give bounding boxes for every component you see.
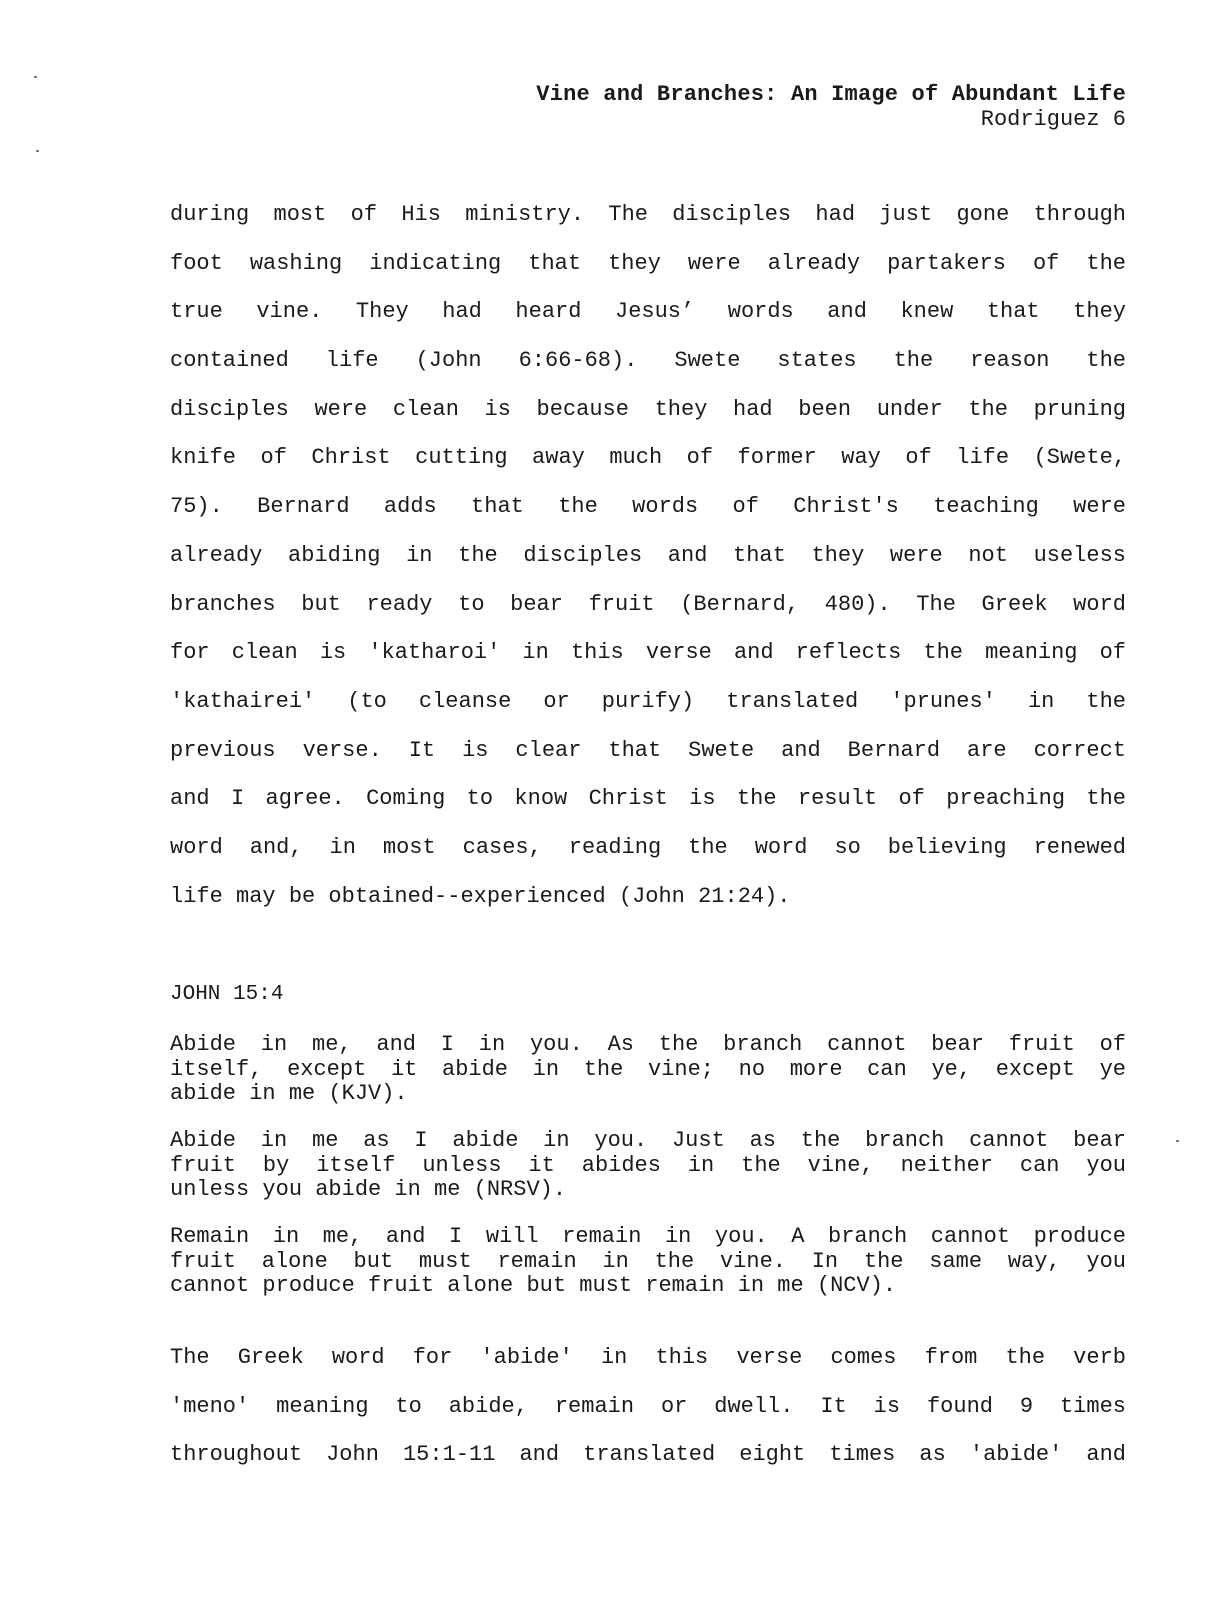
paragraph-line: already abiding in the disciples and that they were not useless (170, 542, 1126, 568)
paragraph-line: life may be obtained--experienced (John 21:24). (170, 883, 791, 909)
paragraph-line: contained life (John 6:66-68). Swete states the reason the (170, 348, 1126, 374)
paragraph-line: knife of Christ cutting away much of former way of life (Swete, (170, 445, 1126, 471)
section-heading: JOHN 15:4 (170, 983, 284, 1006)
paragraph-line: foot washing indicating that they were already partakers of the (170, 250, 1126, 276)
paragraph-line: for clean is 'katharoi' in this verse and reflects the meaning of (170, 640, 1126, 666)
running-title: Vine and Branches: An Image of Abundant Life (536, 82, 1126, 107)
paragraph-line: The Greek word for 'abide' in this verse comes from the verb (170, 1345, 1126, 1370)
scripture-quote-kjv (170, 1033, 1126, 1107)
quote-line: fruit by itself unless it abides in the vine, neither can you (170, 1152, 1126, 1178)
quote-line: abide in me (KJV). (170, 1081, 408, 1106)
paragraph-line: branches but ready to bear fruit (Bernard, 480). The Greek word (170, 591, 1126, 617)
paragraph-line: 75). Bernard adds that the words of Christ's teaching were (170, 494, 1126, 520)
paragraph-line: during most of His ministry. The disciples had just gone through (170, 202, 1126, 227)
quote-line: Abide in me, and I in you. As the branch cannot bear fruit of (170, 1032, 1126, 1057)
quote-line: cannot produce fruit alone but must remain in me (NCV). (170, 1273, 897, 1298)
paragraph-line: 'meno' meaning to abide, remain or dwell. It is found 9 times (170, 1393, 1126, 1419)
paragraph-line: and I agree. Coming to know Christ is the result of preaching the (170, 786, 1126, 812)
paragraph-line: 'kathairei' (to cleanse or purify) translated 'prunes' in the (170, 688, 1126, 714)
quote-line: fruit alone but must remain in the vine. In the same way, you (170, 1248, 1126, 1274)
body-paragraph-1 (170, 200, 1126, 930)
body-paragraph-2 (170, 1343, 1126, 1489)
paragraph-line: true vine. They had heard Jesus’ words and knew that they (170, 299, 1126, 325)
paragraph-line: throughout John 15:1-11 and translated eight times as 'abide' and (170, 1442, 1126, 1468)
paragraph-line: disciples were clean is because they had been under the pruning (170, 396, 1126, 422)
scan-speck (36, 150, 39, 152)
quote-line: Abide in me as I abide in you. Just as the branch cannot bear (170, 1128, 1126, 1153)
quote-line: Remain in me, and I will remain in you. A branch cannot produce (170, 1224, 1126, 1249)
quote-line: unless you abide in me (NRSV). (170, 1177, 567, 1202)
scan-speck (1176, 1140, 1179, 1142)
paragraph-line: word and, in most cases, reading the word so believing renewed (170, 834, 1126, 860)
scripture-quote-nrsv (170, 1129, 1126, 1203)
author-page-number: Rodriguez 6 (980, 107, 1126, 132)
scripture-quote-ncv (170, 1225, 1126, 1299)
quote-line: itself, except it abide in the vine; no more can ye, except ye (170, 1056, 1126, 1082)
paragraph-line: previous verse. It is clear that Swete and Bernard are correct (170, 737, 1126, 763)
scan-speck (34, 76, 37, 78)
